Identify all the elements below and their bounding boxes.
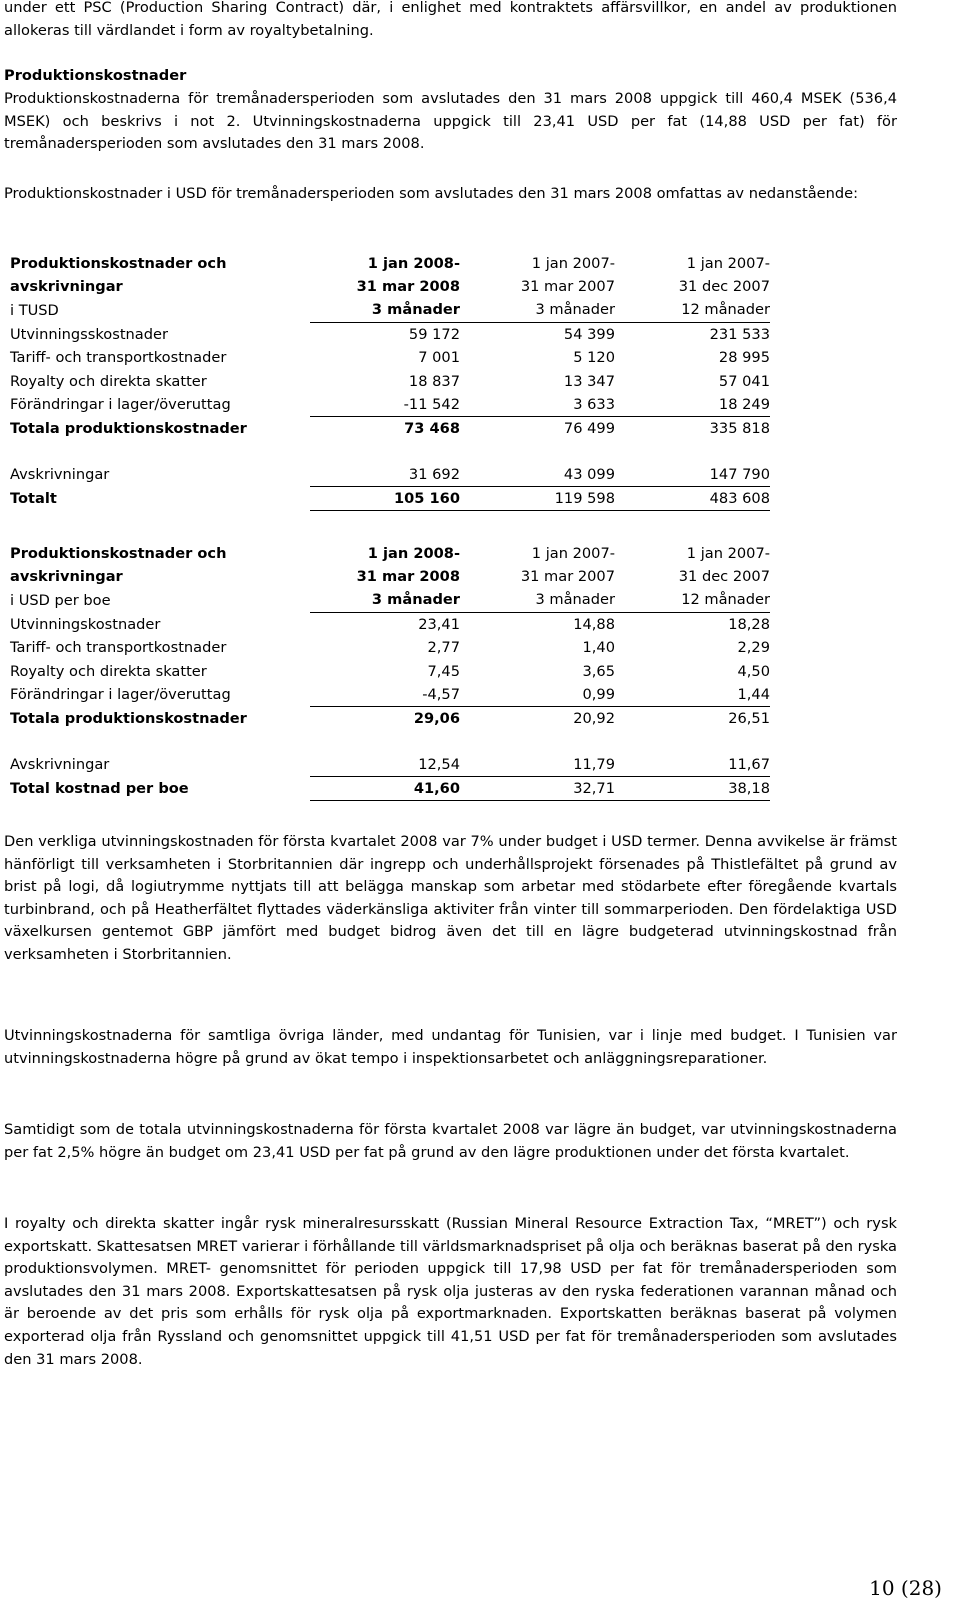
production-costs-tusd-table: [10, 252, 770, 511]
row-value: 41,60: [310, 776, 460, 800]
table-row: [10, 683, 770, 707]
row-label: Förändringar i lager/överuttag: [10, 686, 231, 704]
row-label: Royalty och direkta skatter: [10, 372, 207, 390]
row-value: 1,44: [615, 683, 770, 707]
header-col3: 1 jan 2007-: [686, 255, 770, 273]
row-label: Utvinningskostnader: [10, 615, 161, 633]
header-label: i USD per boe: [10, 591, 111, 609]
row-label: Totalt: [10, 490, 57, 508]
table-row: [10, 369, 770, 392]
spacer-row: [10, 731, 770, 753]
header-label: Produktionskostnader och: [10, 255, 227, 273]
row-value: 18 837: [408, 372, 460, 390]
header-col2: 1 jan 2007-: [531, 255, 615, 273]
row-value: 38,18: [615, 776, 770, 800]
table-header-row: [10, 588, 770, 612]
table-row: [10, 753, 770, 777]
table-row: [10, 659, 770, 682]
row-value: 11,67: [615, 753, 770, 777]
header-col2: 3 månader: [460, 298, 615, 322]
header-col1: 1 jan 2008-: [367, 545, 460, 563]
table-header-row: [10, 252, 770, 275]
header-col3: 31 dec 2007: [678, 568, 770, 586]
table-row: [10, 636, 770, 659]
row-label: Royalty och direkta skatter: [10, 662, 207, 680]
row-value: 2,29: [737, 639, 770, 657]
page-number: 10 (28): [869, 1576, 942, 1600]
row-value: 12,54: [310, 753, 460, 777]
row-value: 11,79: [460, 753, 615, 777]
row-label: Avskrivningar: [10, 465, 110, 483]
row-value: 147 790: [615, 463, 770, 487]
row-value: 3,65: [582, 662, 615, 680]
section-heading: Produktionskostnader: [4, 67, 187, 84]
header-col2: 31 mar 2007: [520, 278, 615, 296]
table-row: [10, 322, 770, 346]
row-value: -4,57: [310, 683, 460, 707]
header-col1: 31 mar 2008: [356, 568, 460, 586]
row-label: Tariff- och transportkostnader: [10, 639, 227, 657]
row-value: 43 099: [460, 463, 615, 487]
row-value: 7 001: [418, 349, 460, 367]
row-value: 26,51: [728, 710, 770, 728]
row-value: 29,06: [413, 710, 460, 728]
row-value: 4,50: [737, 662, 770, 680]
header-col3: 12 månader: [615, 588, 770, 612]
header-col2: 3 månader: [460, 588, 615, 612]
header-col3: 31 dec 2007: [678, 278, 770, 296]
row-label: Tariff- och transportkostnader: [10, 349, 227, 367]
row-value: 335 818: [709, 420, 770, 438]
header-label: i TUSD: [10, 301, 59, 319]
row-label: Totala produktionskostnader: [10, 710, 247, 728]
subtotal-row: [10, 707, 770, 731]
header-col2: 31 mar 2007: [520, 568, 615, 586]
row-value: 28 995: [718, 349, 770, 367]
other-countries-paragraph: Utvinningskostnaderna för samtliga övriga länder, med undantag för Tunisien, var i linje med budget. I Tunisien var utvinningskostnaderna högre på grund av ökat tempo i inspektionsarbetet och anläggningsreparationer.: [4, 1027, 897, 1067]
row-value: 54 399: [563, 325, 615, 343]
production-costs-per-boe-table: [10, 542, 770, 801]
header-label: avskrivningar: [10, 278, 123, 296]
table-row: [10, 393, 770, 417]
header-col2: 1 jan 2007-: [531, 545, 615, 563]
header-label: Produktionskostnader och: [10, 545, 227, 563]
row-value: 2,77: [427, 639, 460, 657]
row-value: 0,99: [460, 683, 615, 707]
row-value: 14,88: [573, 615, 615, 633]
row-value: 13 347: [563, 372, 615, 390]
table-header-row: [10, 565, 770, 588]
row-label: Utvinningsskostnader: [10, 325, 168, 343]
header-col3: 12 månader: [615, 298, 770, 322]
header-col1: 3 månader: [310, 298, 460, 322]
row-value: 76 499: [563, 420, 615, 438]
total-row: [10, 486, 770, 510]
intro-paragraph: under ett PSC (Production Sharing Contract) där, i enlighet med kontraktets affärsvillkor, en andel av produktionen allokeras till värdlandet i form av royaltybetalning.: [4, 0, 897, 39]
subtotal-row: [10, 417, 770, 441]
header-label: avskrivningar: [10, 568, 123, 586]
spacer-row: [10, 441, 770, 463]
row-value: 483 608: [615, 486, 770, 510]
row-label: Total kostnad per boe: [10, 780, 189, 798]
table-header-row: [10, 275, 770, 298]
budget-variance-paragraph: Den verkliga utvinningskostnaden för första kvartalet 2008 var 7% under budget i USD termer. Denna avvikelse är främst hänförligt till verksamheten i Storbritannien där ingrepp och underhållsprojekt försenades på Thistlefältet på grund av brist på logi, då logiutrymme nyttjats till att belägga manskap som arbetar med stödarbete efter föregående kvartals turbinbrand, och på Heatherfältet flyttades väderkänsliga aktiviter från vinter till sommarperioden. Den fördelaktiga USD växelkursen gentemot GBP jämfört med budget bidrog även det till en lägre budgeterad utvinningskostnad från verksamheten i Storbritannien.: [4, 833, 897, 963]
header-col1: 3 månader: [310, 588, 460, 612]
row-value: 20,92: [573, 710, 615, 728]
table-header-row: [10, 542, 770, 565]
header-col1: 1 jan 2008-: [367, 255, 460, 273]
per-barrel-paragraph: Samtidigt som de totala utvinningskostnaderna för första kvartalet 2008 var lägre än budget, var utvinningskostnaderna per fat 2,5% högre än budget om 23,41 USD per fat på grund av den lägre produktionen under det första kvartalet.: [4, 1121, 897, 1161]
row-value: 1,40: [582, 639, 615, 657]
row-value: 23,41: [418, 615, 460, 633]
row-value: 231 533: [709, 325, 770, 343]
row-value: 32,71: [460, 776, 615, 800]
row-label: Förändringar i lager/överuttag: [10, 396, 231, 414]
row-value: 18,28: [728, 615, 770, 633]
table-row: [10, 346, 770, 369]
row-value: 57 041: [718, 372, 770, 390]
usd-intro-paragraph: Produktionskostnader i USD för tremånadersperioden som avslutades den 31 mars 2008 omfattas av nedanstående:: [4, 185, 859, 202]
header-col1: 31 mar 2008: [356, 278, 460, 296]
row-value: 105 160: [310, 486, 460, 510]
header-col3: 1 jan 2007-: [686, 545, 770, 563]
row-value: 119 598: [460, 486, 615, 510]
table-row: [10, 612, 770, 636]
row-value: 5 120: [573, 349, 615, 367]
table-row: [10, 463, 770, 487]
row-value: 18 249: [615, 393, 770, 417]
row-label: Avskrivningar: [10, 755, 110, 773]
row-value: 59 172: [408, 325, 460, 343]
row-value: -11 542: [310, 393, 460, 417]
row-value: 31 692: [310, 463, 460, 487]
row-value: 73 468: [404, 420, 460, 438]
row-value: 3 633: [460, 393, 615, 417]
royalty-taxes-paragraph: I royalty och direkta skatter ingår rysk mineralresursskatt (Russian Mineral Resource Extraction Tax, “MRET”) och rysk exportskatt. Skattesatsen MRET varierar i förhållande till världsmarknadspriset på olja och beräknas baserat på den ryska produktionsvolymen. MRET- genomsnittet för perioden uppgick till 17,98 USD per fat för tremånadersperioden som avslutades den 31 mars 2008. Exportskattesatsen på rysk olja justeras av den ryska federationen varannan månad och är beroende av det pris som erhålls för rysk olja på exportmarknaden. Exportskatten beräknas baserat på volymen exporterad olja från Ryssland och genomsnittet uppgick till 41,51 USD per fat för tremånadersperioden som avslutades den 31 mars 2008.: [4, 1215, 897, 1368]
row-label: Totala produktionskostnader: [10, 420, 247, 438]
costs-summary-paragraph: Produktionskostnaderna för tremånadersperioden som avslutades den 31 mars 2008 uppgick till 460,4 MSEK (536,4 MSEK) och beskrivs i not 2. Utvinningskostnaderna uppgick till 23,41 USD per fat (14,88 USD per fat) för tremånadersperioden som avslutades den 31 mars 2008.: [4, 90, 897, 153]
total-row: [10, 776, 770, 800]
table-header-row: [10, 298, 770, 322]
row-value: 7,45: [427, 662, 460, 680]
